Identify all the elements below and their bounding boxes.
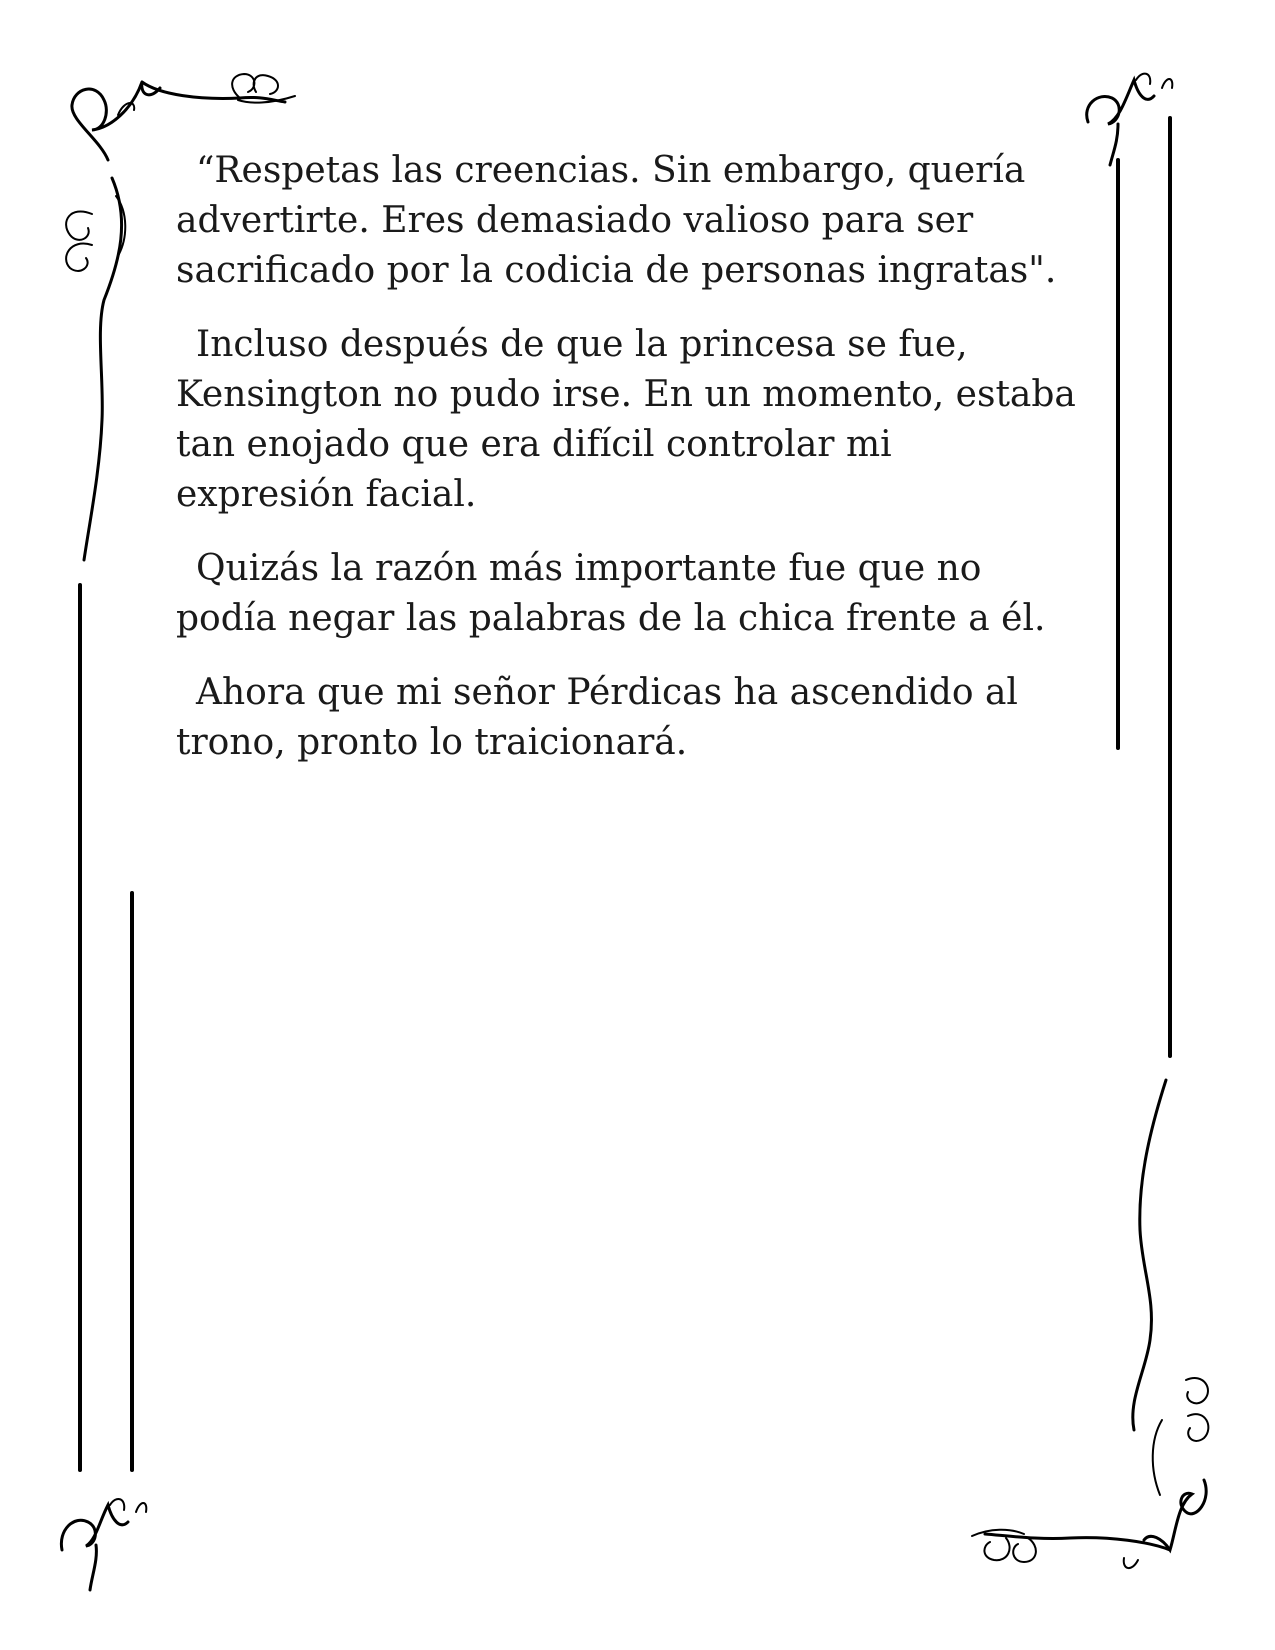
page-text xyxy=(176,146,1076,792)
paragraph-1: “Respetas las creencias. Sin embargo, quería advertirte. Eres demasiado valioso para ser sacrificado por la codicia de personas ingratas". xyxy=(176,150,1057,291)
top-right-flourish-icon xyxy=(1087,74,1173,165)
bottom-right-flourish-icon xyxy=(972,1080,1208,1568)
paragraph-4: Ahora que mi señor Pérdicas ha ascendido al trono, pronto lo traicionará. xyxy=(176,672,1018,763)
bottom-left-flourish-icon xyxy=(61,1499,146,1590)
paragraph-2: Incluso después de que la princesa se fue, Kensington no pudo irse. En un momento, estaba tan enojado que era difícil controlar mi expresión facial. xyxy=(176,324,1076,515)
paragraph-3: Quizás la razón más importante fue que no podía negar las palabras de la chica frente a él. xyxy=(176,548,1046,639)
